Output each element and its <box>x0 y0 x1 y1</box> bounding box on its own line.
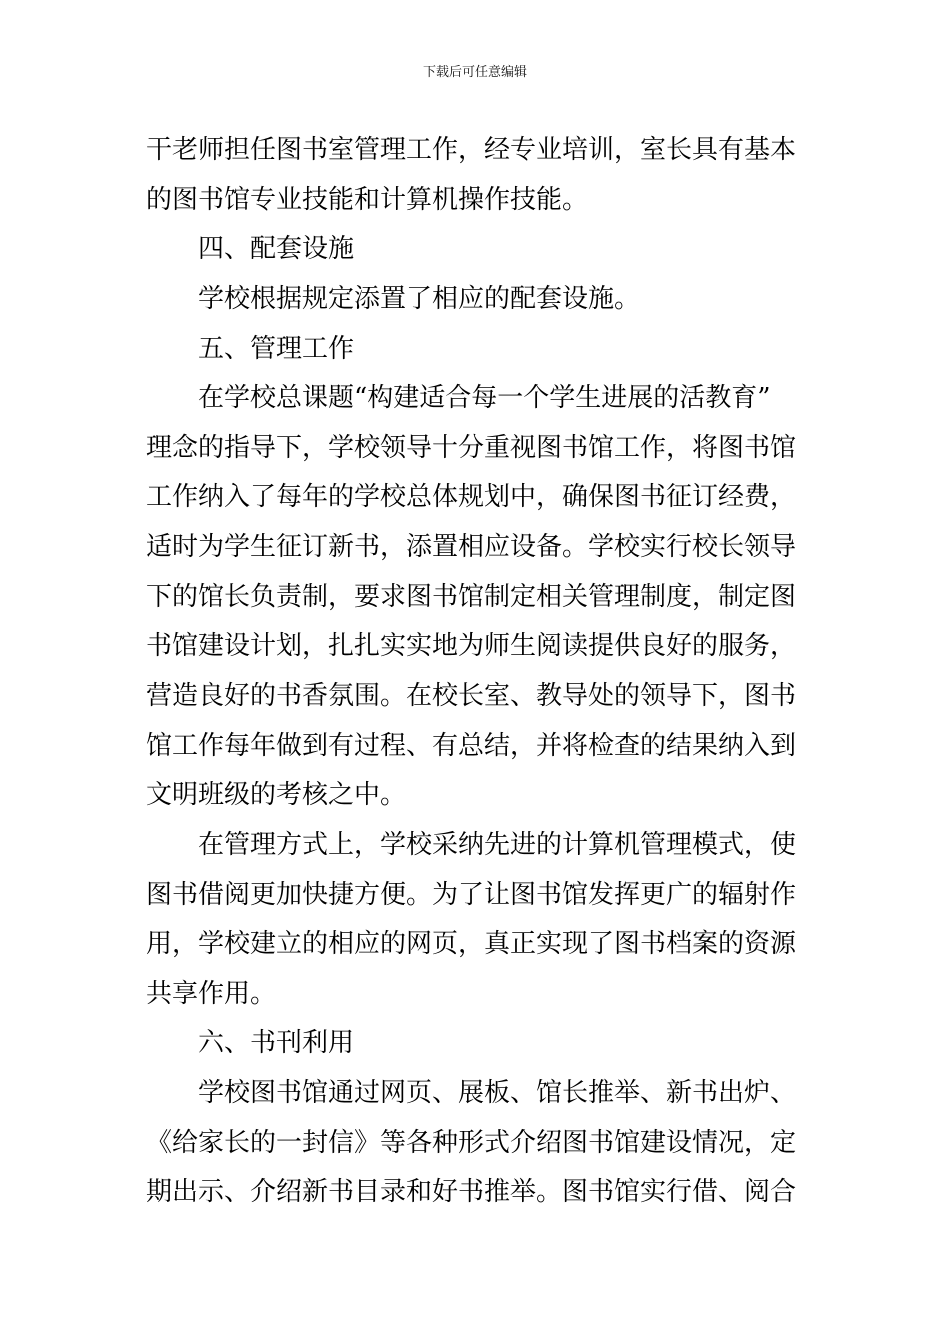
body-line: 的图书馆专业技能和计算机操作技能。 <box>146 185 589 215</box>
body-line: 下的馆长负责制，要求图书馆制定相关管理制度，制定图 <box>146 582 797 612</box>
section-heading: 四、配套设施 <box>198 234 355 264</box>
body-line: 理念的指导下，学校领导十分重视图书馆工作，将图书馆 <box>146 433 797 463</box>
body-line: 图书借阅更加快捷方便。为了让图书馆发挥更广的辐射作 <box>146 880 797 910</box>
section-heading: 五、管理工作 <box>198 334 355 364</box>
body-line: 《给家长的一封信》等各种形式介绍图书馆建设情况，定 <box>146 1128 797 1158</box>
body-line: 营造良好的书香氛围。在校长室、教导处的领导下，图书 <box>146 681 797 711</box>
body-line: 用，学校建立的相应的网页，真正实现了图书档案的资源 <box>146 929 797 959</box>
body-line: 干老师担任图书室管理工作，经专业培训，室长具有基本 <box>146 135 797 165</box>
body-line: 学校图书馆通过网页、展板、馆长推举、新书出炉、 <box>198 1078 797 1108</box>
page-header: 下载后可任意编辑 <box>422 65 527 80</box>
body-line: 文明班级的考核之中。 <box>146 780 407 810</box>
body-line: 期出示、介绍新书目录和好书推举。图书馆实行借、阅合 <box>146 1177 797 1207</box>
section-heading: 六、书刊利用 <box>198 1028 355 1058</box>
body-line: 在学校总课题“构建适合每一个学生进展的活教育” <box>198 383 771 413</box>
body-line: 适时为学生征订新书，添置相应设备。学校实行校长领导 <box>146 532 797 562</box>
body-line: 学校根据规定添置了相应的配套设施。 <box>198 284 641 314</box>
body-line: 工作纳入了每年的学校总体规划中，确保图书征订经费， <box>146 482 797 512</box>
body-line: 书馆建设计划，扎扎实实地为师生阅读提供良好的服务， <box>146 631 797 661</box>
body-line: 共享作用。 <box>146 979 277 1009</box>
body-line: 馆工作每年做到有过程、有总结，并将检查的结果纳入到 <box>146 731 797 761</box>
body-line: 在管理方式上，学校采纳先进的计算机管理模式，使 <box>198 830 797 860</box>
